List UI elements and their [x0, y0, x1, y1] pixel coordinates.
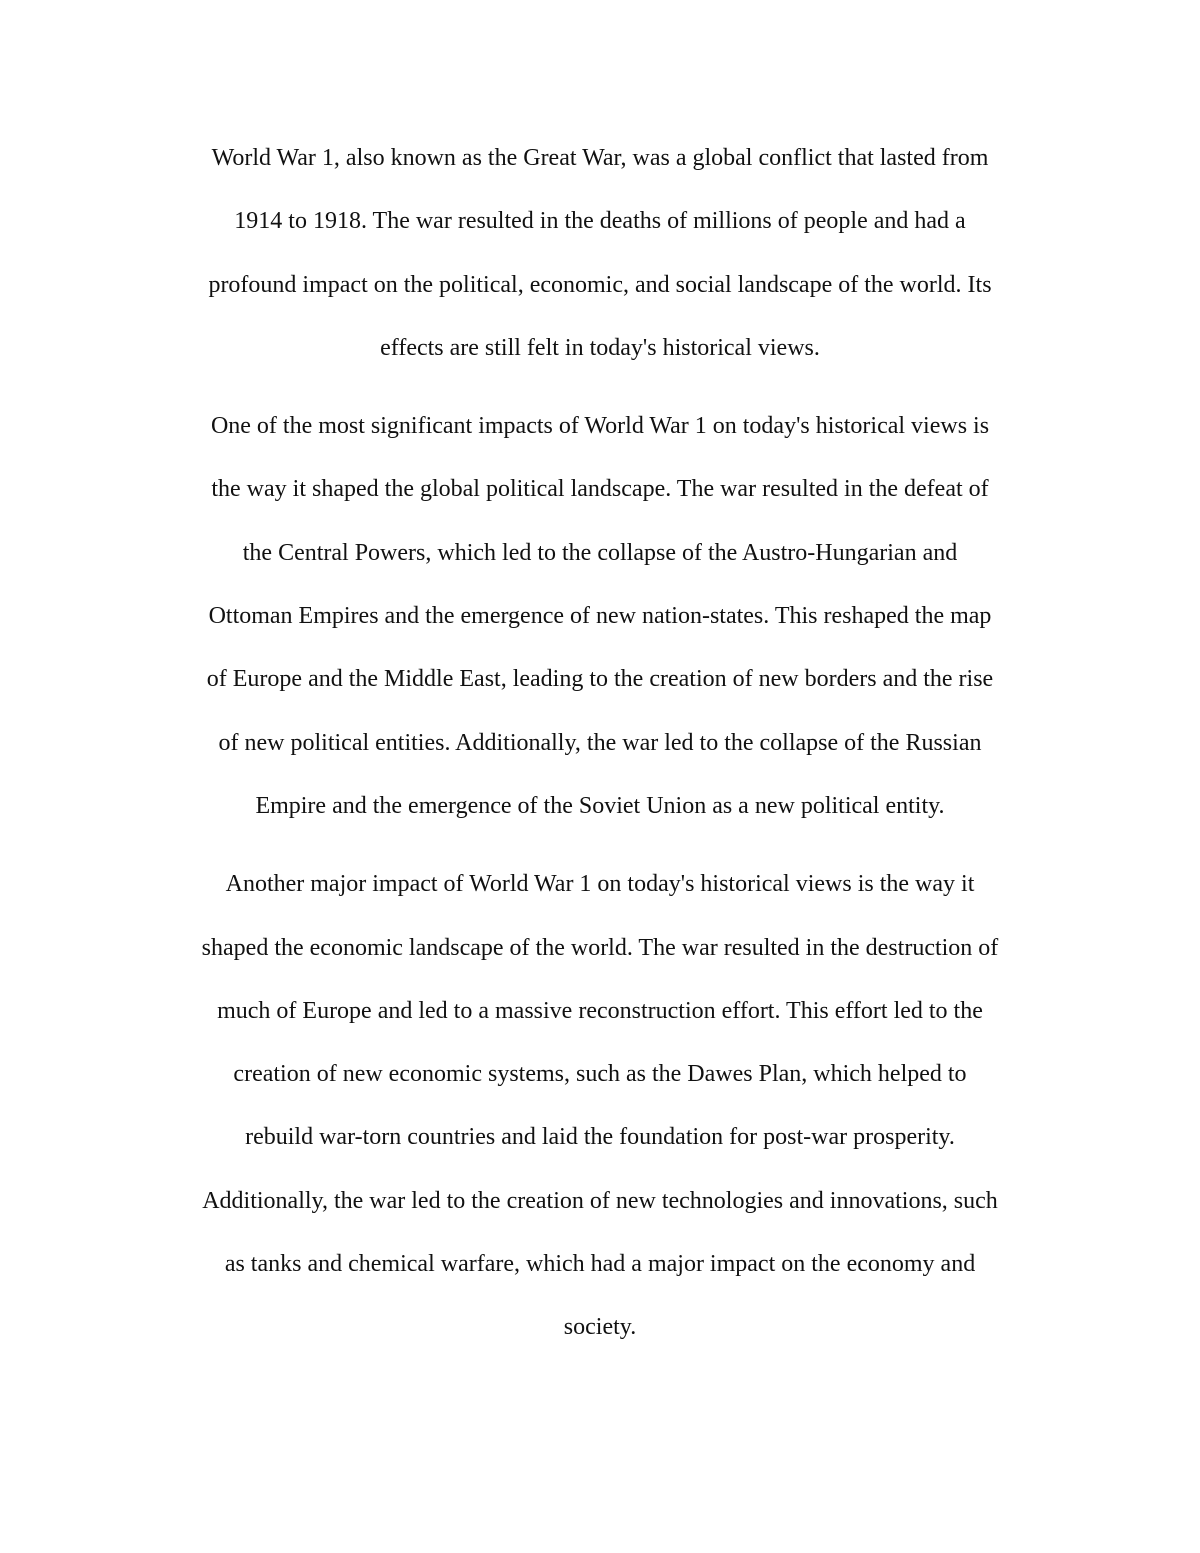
text-line: rebuild war-torn countries and laid the foundation for post-war prosperity. [245, 1124, 955, 1151]
text-line: effects are still felt in today's historical views. [380, 334, 820, 361]
text-line: Ottoman Empires and the emergence of new nation-states. This reshaped the map [208, 603, 992, 630]
text-line: World War 1, also known as the Great War, was a global conflict that lasted from [211, 145, 989, 171]
text-line: profound impact on the political, economic, and social landscape of the world. Its [208, 271, 992, 298]
document-body [0, 127, 1200, 1360]
text-line: much of Europe and led to a massive reconstruction effort. This effort led to the [217, 997, 983, 1024]
paragraph-3 [0, 853, 1200, 1359]
text-line: of new political entities. Additionally, the war led to the collapse of the Russian [218, 729, 982, 756]
text-line: 1914 to 1918. The war resulted in the deaths of millions of people and had a [234, 208, 966, 235]
text-line: society. [563, 1314, 637, 1341]
paragraph-spacer [0, 380, 1200, 395]
text-line: the way it shaped the global political landscape. The war resulted in the defeat of [211, 476, 989, 503]
text-line: as tanks and chemical warfare, which had a major impact on the economy and [224, 1251, 976, 1278]
text-line: creation of new economic systems, such as the Dawes Plan, which helped to [233, 1061, 967, 1088]
text-line: shaped the economic landscape of the world. The war resulted in the destruction of [201, 934, 999, 961]
text-line: Another major impact of World War 1 on today's historical views is the way it [225, 871, 975, 898]
paragraph-2 [0, 395, 1200, 838]
text-line: Additionally, the war led to the creation of new technologies and innovations, such [202, 1187, 998, 1214]
paragraph-spacer [0, 838, 1200, 853]
text-line: the Central Powers, which led to the collapse of the Austro-Hungarian and [242, 539, 958, 566]
paragraph-1 [0, 127, 1200, 380]
text-line: of Europe and the Middle East, leading to the creation of new borders and the rise [206, 666, 994, 693]
text-line: Empire and the emergence of the Soviet Union as a new political entity. [255, 792, 945, 819]
text-line: One of the most significant impacts of World War 1 on today's historical views is [210, 413, 990, 440]
